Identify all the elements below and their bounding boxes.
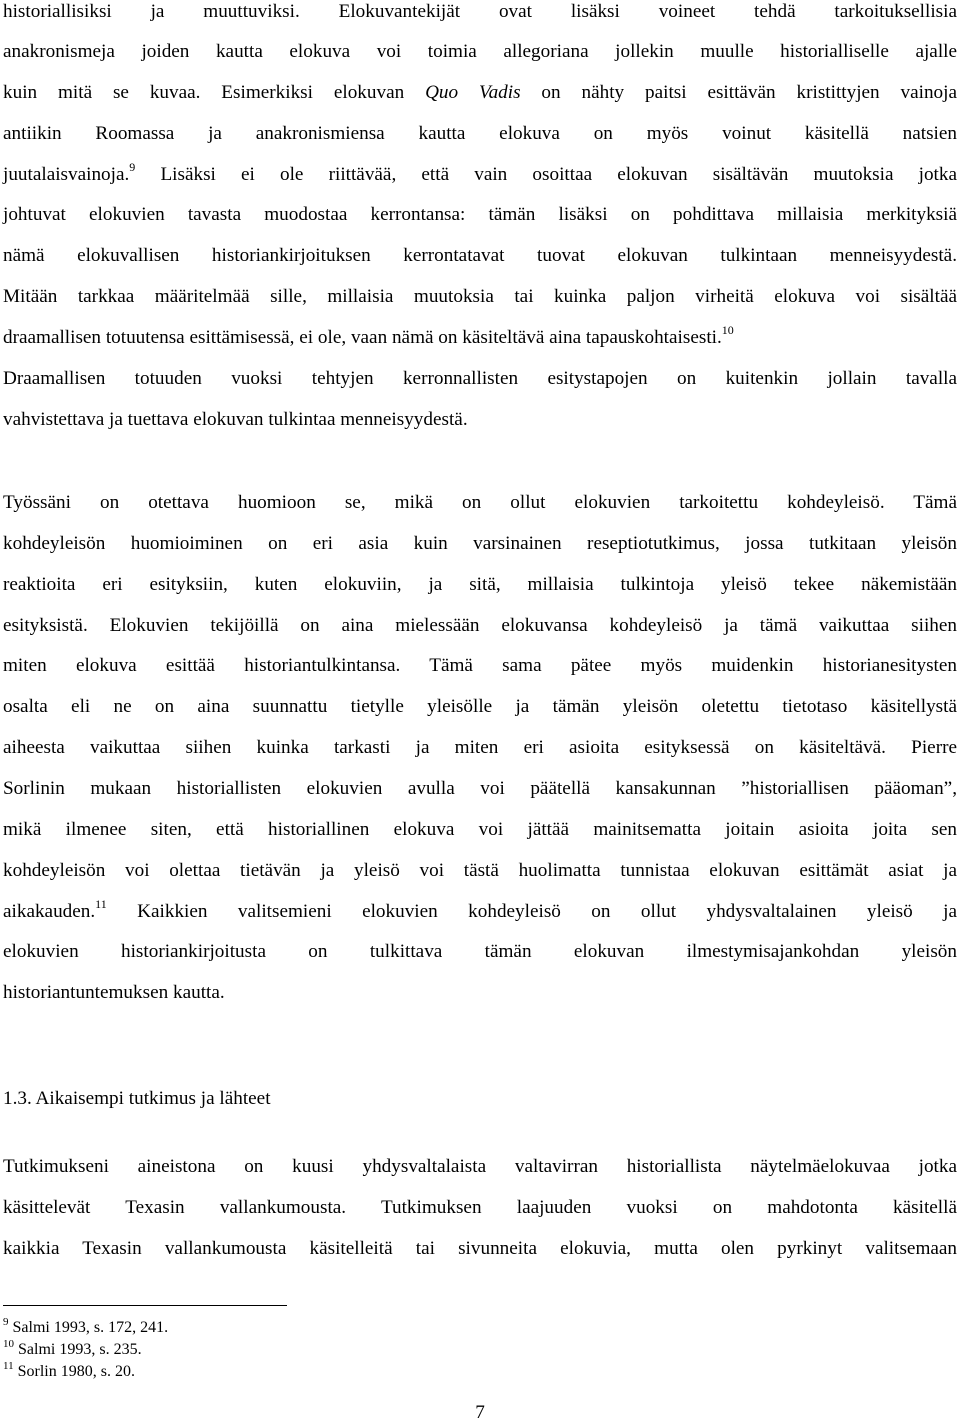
- section-heading: 1.3. Aikaisempi tutkimus ja lähteet: [3, 1088, 271, 1109]
- text-line: [3, 322, 957, 350]
- footnote-11: [3, 1359, 135, 1381]
- text-line: historiantuntemuksen kautta.: [3, 982, 225, 1003]
- text-line: Tutkimukseni aineistona on kuusi yhdysvaltalaista valtavirran historiallista näytelmäelokuvaa jotka: [3, 1156, 957, 1177]
- text-line: historiallisiksi ja muuttuviksi. Elokuvantekijät ovat lisäksi voineet tehdä tarkoituksellisia: [3, 1, 957, 22]
- text-line: osalta eli ne on aina suunnattu tietylle yleisölle ja tämän yleisön oletettu tietotaso käsitellystä: [3, 696, 957, 717]
- footnote-10: [3, 1337, 142, 1359]
- text-line: aiheesta vaikuttaa siihen kuinka tarkasti ja miten eri asioita esityksessä on käsiteltävä. Pierre: [3, 737, 957, 758]
- page-number: 7: [475, 1402, 485, 1423]
- text-line: johtuvat elokuvien tavasta muodostaa kerrontansa: tämän lisäksi on pohdittava millaisia merkityksiä: [3, 204, 957, 225]
- text-line: mikä ilmenee siten, että historiallinen elokuva voi jättää mainitsematta joitain asioita joita sen: [3, 819, 957, 840]
- text-line: kohdeyleisön huomioiminen on eri asia kuin varsinainen reseptiotutkimus, jossa tutkitaan yleisön: [3, 533, 957, 554]
- footnote-number: 9: [3, 1315, 9, 1328]
- text-line: [3, 896, 957, 924]
- text-line: [3, 81, 957, 105]
- footnote-number: 11: [3, 1359, 14, 1372]
- text-line: miten elokuva esittää historiantulkintansa. Tämä sama pätee myös muidenkin historianesitysten: [3, 655, 957, 676]
- text-line: [3, 159, 957, 187]
- text-span: kuin mitä se kuvaa. Esimerkiksi elokuvan: [3, 82, 426, 103]
- text-span: Lisäksi ei ole riittävää, että vain osoittaa elokuvan sisältävän muutoksia jotka: [135, 164, 957, 185]
- text-line: Draamallisen totuuden vuoksi tehtyjen kerronnallisten esitystapojen on kuitenkin jollain tavalla: [3, 368, 957, 389]
- footnote-ref-10[interactable]: 10: [721, 322, 734, 337]
- text-span: on nähty paitsi esittävän kristittyjen vainoja: [520, 82, 958, 103]
- text-line: käsittelevät Texasin vallankumousta. Tutkimuksen laajuuden vuoksi on mahdotonta käsitellä: [3, 1197, 957, 1218]
- text-line: esityksistä. Elokuvien tekijöillä on aina mielessään elokuvansa kohdeyleisö ja tämä vaikuttaa siihen: [3, 615, 957, 636]
- film-title: Quo Vadis: [425, 82, 521, 103]
- text-line: nämä elokuvallisen historiankirjoituksen kerrontatavat tuovat elokuvan tulkintaan menneisyydestä.: [3, 245, 957, 266]
- text-line: Työssäni on otettava huomioon se, mikä on ollut elokuvien tarkoitettu kohdeyleisö. Tämä: [3, 492, 957, 513]
- footnote-ref-11[interactable]: 11: [95, 896, 107, 911]
- text-line: elokuvien historiankirjoitusta on tulkittava tämän elokuvan ilmestymisajankohdan yleisön: [3, 941, 957, 962]
- footnote-9: [3, 1315, 169, 1337]
- text-line: anakronismeja joiden kautta elokuva voi toimia allegoriana jollekin muulle historialliselle ajalle: [3, 41, 957, 62]
- text-span: Kaikkien valitsemieni elokuvien kohdeyleisö on ollut yhdysvaltalainen yleisö ja: [106, 901, 957, 922]
- text-line: antiikin Roomassa ja anakronismiensa kautta elokuva on myös voinut käsitellä natsien: [3, 123, 957, 144]
- text-span: draamallisen totuutensa esittämisessä, ei ole, vaan nämä on käsiteltävä aina tapauskohtaisesti.: [3, 327, 722, 348]
- footnote-ref-9[interactable]: 9: [129, 159, 136, 174]
- text-line: vahvistettava ja tuettava elokuvan tulkintaa menneisyydestä.: [3, 409, 468, 430]
- text-line: Mitään tarkkaa määritelmää sille, millaisia muutoksia tai kuinka paljon virheitä elokuva voi sisältää: [3, 286, 957, 307]
- footnote-divider: [3, 1305, 287, 1306]
- footnote-text: Salmi 1993, s. 235.: [18, 1341, 142, 1358]
- footnote-number: 10: [3, 1337, 14, 1350]
- footnote-text: Salmi 1993, s. 172, 241.: [12, 1319, 169, 1336]
- footnote-text: Sorlin 1980, s. 20.: [17, 1363, 135, 1380]
- text-line: reaktioita eri esityksiin, kuten elokuviin, ja sitä, millaisia tulkintoja yleisö tekee näkemistään: [3, 574, 957, 595]
- text-line: Sorlinin mukaan historiallisten elokuvien avulla voi päätellä kansakunnan ”historiallisen pääoman”,: [3, 778, 957, 799]
- text-span: juutalaisvainoja.: [3, 164, 130, 185]
- text-line: kohdeyleisön voi olettaa tietävän ja yleisö voi tästä huolimatta tunnistaa elokuvan esittämät asiat ja: [3, 860, 957, 881]
- text-span: aikakauden.: [3, 901, 96, 922]
- text-line: kaikkia Texasin vallankumousta käsitelleitä tai sivunneita elokuvia, mutta olen pyrkinyt valitsemaan: [3, 1238, 957, 1259]
